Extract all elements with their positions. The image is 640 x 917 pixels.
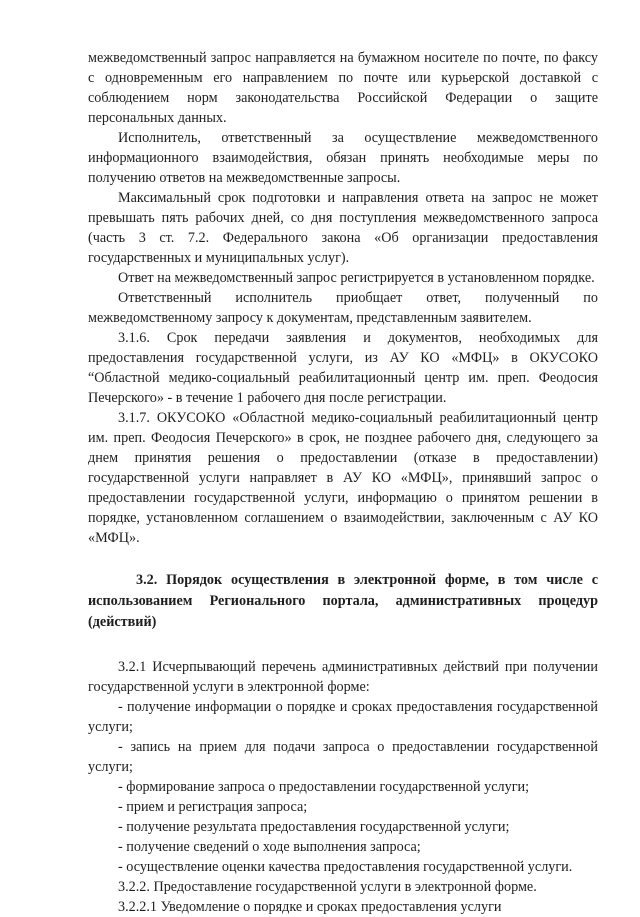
list-item: - прием и регистрация запроса; xyxy=(118,799,308,815)
paragraph-response-deadline: Максимальный срок подготовки и направления ответа на запрос не может превышать пять рабочих дней, со дня поступления межведомственного запроса (часть 3 ст. 7.2. Федерального закона «Об организации предоставления государственных и муниципальных услуг). xyxy=(88,190,598,266)
paragraph-continuation: межведомственный запрос направляется на бумажном носителе по почте, по факсу с одновременным его направлением по почте или курьерской доставкой с соблюдением норм законодательства Российской Федерации о защите персональных данных. xyxy=(88,50,598,126)
list-item: - получение результата предоставления государственной услуги; xyxy=(118,819,510,835)
paragraph-3-2-2-1: 3.2.2.1 Уведомление о порядке и сроках предоставления услуги xyxy=(118,899,502,915)
list-item: - формирование запроса о предоставлении государственной услуги; xyxy=(118,779,530,795)
list-item: - запись на прием для подачи запроса о предоставлении государственной услуги; xyxy=(88,739,598,775)
list-item: - осуществление оценки качества предоставления государственной услуги. xyxy=(118,859,573,875)
paragraph-executor-obligation: Исполнитель, ответственный за осуществление межведомственного информационного взаимодействия, обязан принять необходимые меры по получению ответов на межведомственные запросы. xyxy=(88,130,598,186)
paragraph-response-registration: Ответ на межведомственный запрос регистрируется в установленном порядке. xyxy=(118,270,595,286)
list-item: - получение сведений о ходе выполнения запроса; xyxy=(118,839,421,855)
paragraph-3-2-2: 3.2.2. Предоставление государственной услуги в электронной форме. xyxy=(118,879,537,895)
section-heading-3-2: 3.2. Порядок осуществления в электронной форме, в том числе с использованием Регионального портала, административных процедур (действий) xyxy=(88,572,598,630)
paragraph-3-1-6: 3.1.6. Срок передачи заявления и документов, необходимых для предоставления государственной услуги, из АУ КО «МФЦ» в ОКУСОКО “Областной медико-социальный реабилитационный центр им. преп. Феодосия Печерского» - в течение 1 рабочего дня после регистрации. xyxy=(88,330,598,406)
paragraph-3-1-7: 3.1.7. ОКУСОКО «Областной медико-социальный реабилитационный центр им. преп. Феодосия Печерского» в срок, не позднее рабочего дня, следующего за днем принятия решения о предоставлении (отказе в предоставлении) государственной услуги направляет в АУ КО «МФЦ», принявший запрос о предоставлении государственной услуги, информацию о принятом решении в порядке, установленном соглашением о взаимодействии, заключенным с АУ КО «МФЦ». xyxy=(88,410,598,546)
paragraph-3-2-1: 3.2.1 Исчерпывающий перечень административных действий при получении государственной услуги в электронной форме: xyxy=(88,659,598,695)
paragraph-response-attachment: Ответственный исполнитель приобщает ответ, полученный по межведомственному запросу к документам, представленным заявителем. xyxy=(88,290,598,326)
list-item: - получение информации о порядке и сроках предоставления государственной услуги; xyxy=(88,699,598,735)
